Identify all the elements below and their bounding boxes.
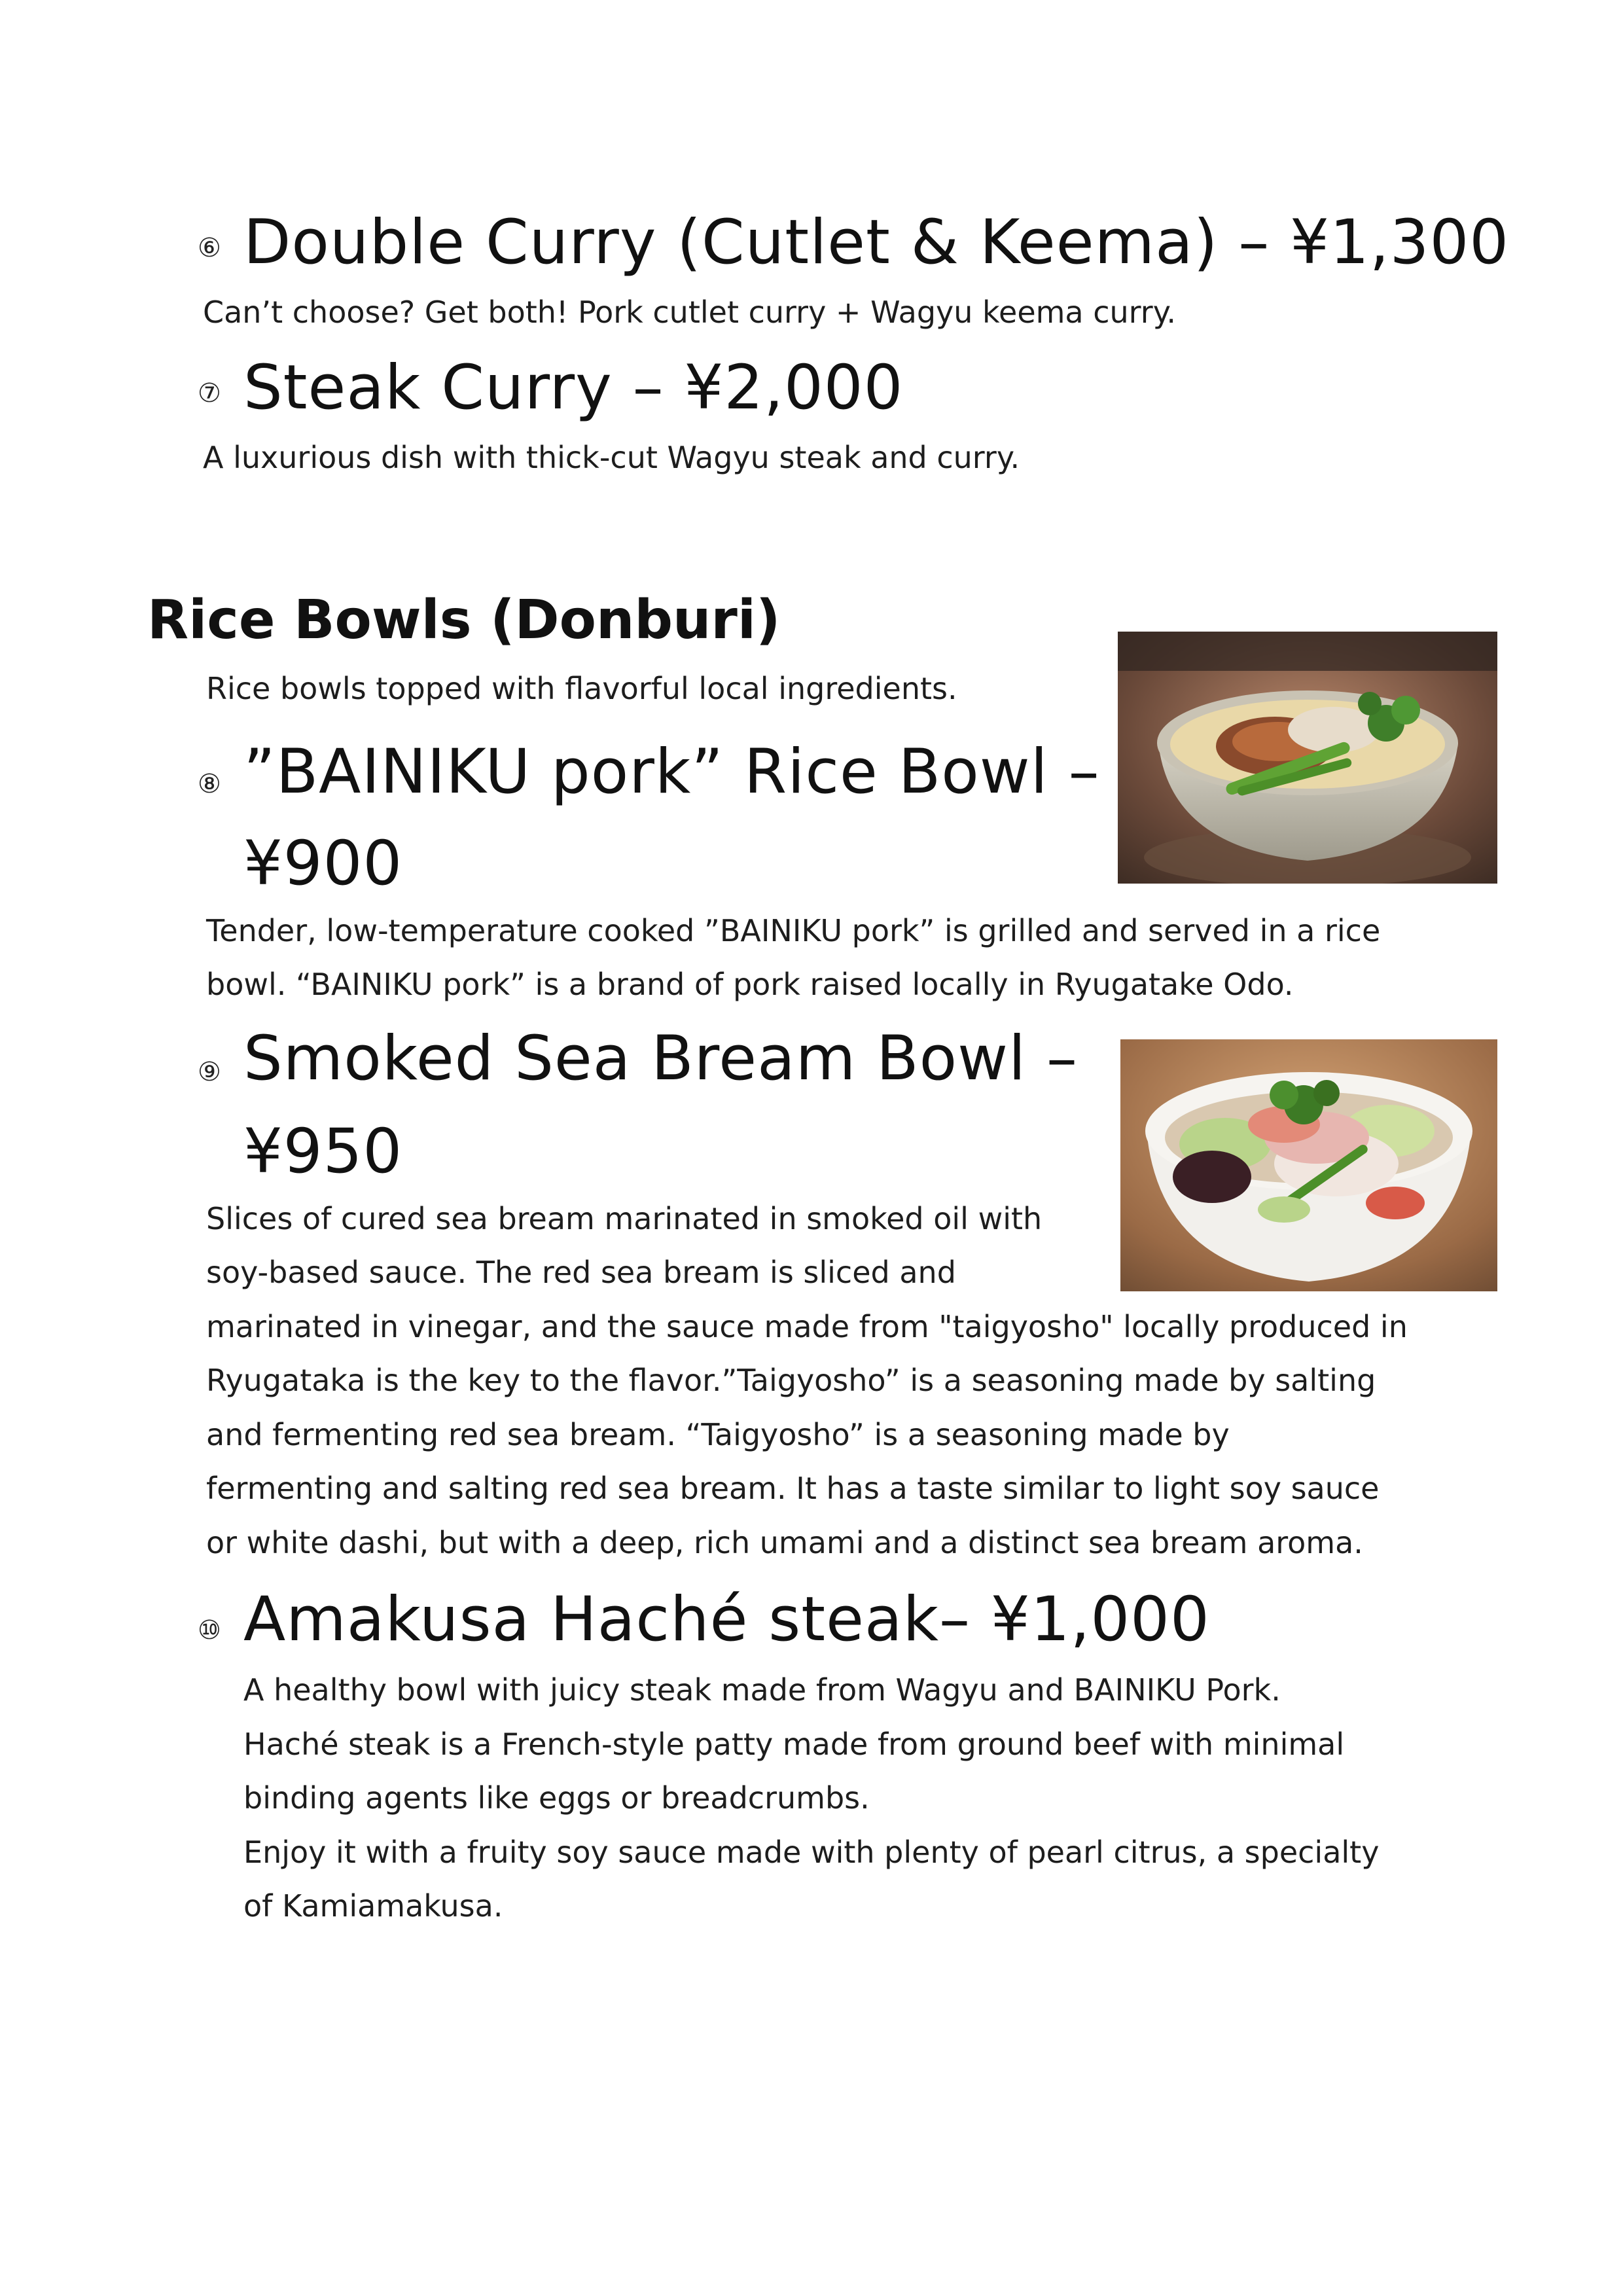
item-number-8: ⑧: [198, 769, 221, 799]
item-number-7: ⑦: [198, 378, 221, 408]
dish-price-bainiku-pork-bowl: ¥900: [243, 828, 403, 899]
dish-desc-hache-line5: of Kamiamakusa.: [243, 1888, 503, 1924]
dish-desc-sea-bream-line7: or white dashi, but with a deep, rich umami and a distinct sea bream aroma.: [206, 1525, 1363, 1560]
dish-desc-sea-bream-line2: soy-based sauce. The red sea bream is sliced and: [206, 1255, 956, 1290]
dish-desc-sea-bream-line3: marinated in vinegar, and the sauce made from "taigyosho" locally produced in: [206, 1309, 1408, 1344]
dish-desc-hache-line4: Enjoy it with a fruity soy sauce made with plenty of pearl citrus, a specialty: [243, 1835, 1380, 1870]
bainiku-pork-bowl-photo: [1118, 632, 1497, 884]
dish-desc-hache-line2: Haché steak is a French-style patty made from ground beef with minimal: [243, 1727, 1345, 1762]
dish-desc-sea-bream-line5: and fermenting red sea bream. “Taigyosho” is a seasoning made by: [206, 1417, 1230, 1452]
dish-title-bainiku-pork-bowl: ”BAINIKU pork” Rice Bowl –: [243, 736, 1100, 808]
item-number-10: ⑩: [198, 1615, 221, 1645]
section-title-rice-bowls: Rice Bowls (Donburi): [147, 589, 781, 651]
section-intro: Rice bowls topped with flavorful local ingredients.: [206, 671, 957, 706]
dish-desc-hache-line1: A healthy bowl with juicy steak made from Wagyu and BAINIKU Pork.: [243, 1672, 1281, 1708]
dish-price-sea-bream-bowl: ¥950: [243, 1116, 403, 1187]
dish-desc-steak-curry: A luxurious dish with thick-cut Wagyu steak and curry.: [203, 440, 1020, 475]
dish-desc-sea-bream-line4: Ryugataka is the key to the flavor.”Taigyosho” is a seasoning made by salting: [206, 1363, 1376, 1398]
dish-title-amakusa-hache-steak: Amakusa Haché steak– ¥1,000: [243, 1584, 1210, 1655]
dish-desc-sea-bream-line1: Slices of cured sea bream marinated in smoked oil with: [206, 1201, 1043, 1236]
dish-title-sea-bream-bowl: Smoked Sea Bream Bowl –: [243, 1023, 1079, 1094]
sea-bream-bowl-photo: [1120, 1039, 1497, 1291]
dish-desc-sea-bream-line6: fermenting and salting red sea bream. It has a taste similar to light soy sauce: [206, 1471, 1380, 1506]
item-number-9: ⑨: [198, 1057, 221, 1087]
item-number-6: ⑥: [198, 233, 221, 263]
dish-title-steak-curry: Steak Curry – ¥2,000: [243, 352, 904, 423]
dish-desc-hache-line3: binding agents like eggs or breadcrumbs.: [243, 1780, 870, 1816]
dish-desc-bainiku-line2: bowl. “BAINIKU pork” is a brand of pork raised locally in Ryugatake Odo.: [206, 967, 1294, 1002]
dish-desc-bainiku-line1: Tender, low-temperature cooked ”BAINIKU pork” is grilled and served in a rice: [206, 913, 1381, 948]
dish-title-double-curry: Double Curry (Cutlet & Keema) – ¥1,300: [243, 207, 1510, 278]
dish-desc-double-curry: Can’t choose? Get both! Pork cutlet curry + Wagyu keema curry.: [203, 295, 1176, 330]
